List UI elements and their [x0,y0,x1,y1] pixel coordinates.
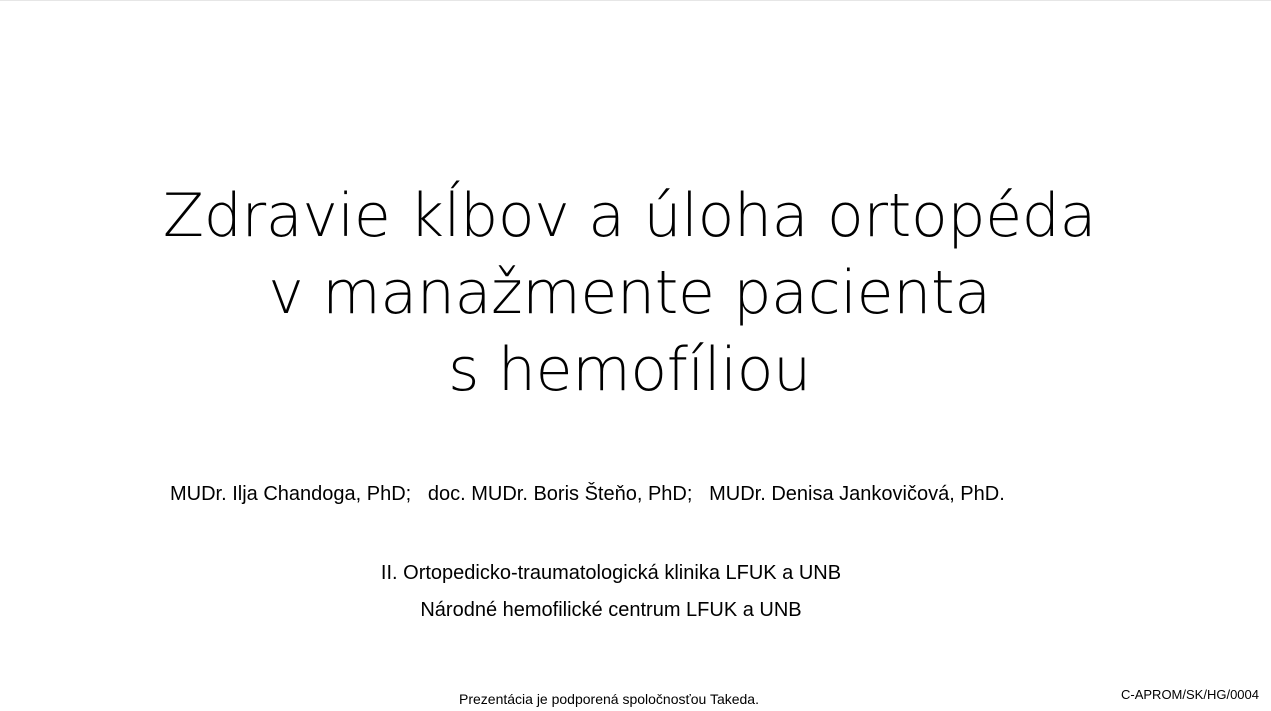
document-code: C-APROM/SK/HG/0004 [1121,687,1259,702]
affiliation-center: Národné hemofilické centrum LFUK a UNB [420,599,802,621]
affiliation-clinic: II. Ortopedicko-traumatologická klinika LFUK a UNB [380,562,842,584]
title-line-3: s hemofíliou [448,335,811,405]
sponsor-note: Prezentácia je podporená spoločnosťou Takeda. [459,691,759,707]
top-border-line [0,0,1271,1]
slide-title [0,178,1259,409]
authors-line: MUDr. Ilja Chandoga, PhD; doc. MUDr. Boris Šteňo, PhD; MUDr. Denisa Jankovičová, PhD. [170,483,1005,505]
title-line-1: Zdravie kĺbov a úloha ortopéda [162,181,1097,251]
title-line-2: v manažmente pacienta [268,258,991,328]
